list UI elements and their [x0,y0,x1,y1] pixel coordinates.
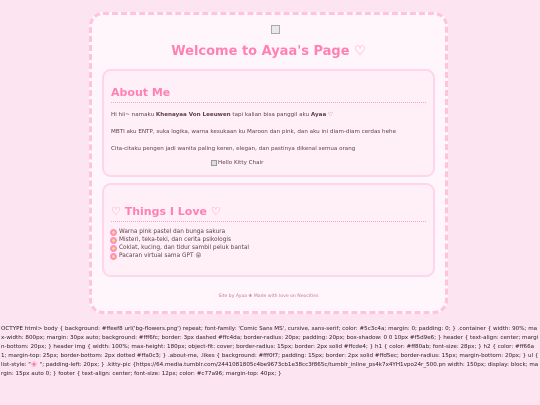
intro-suffix: ♡ [326,112,334,118]
raw-css-code-text: OCTYPE html> body { background: #ffeef8 url('bg-flowers.png') repeat; font-family: 'Comic Sans MS', cursive, sans-serif; color: #5c3c4a; margin: 0; padding: 0; } .container { width: 90%; max-width: 800px; margin: 30px auto; background: #fff6fc; border: 3px dashed #ffc4da; border-radius: 20px; padding: 20px; box-shadow: 0 0 10px #f5d9e6; } header { text-align: center; margin-bottom: 20px; } header img { width: 100%; max-height: 180px; object-fit: cover; border-radius: 15px; border: 2px solid #ffcde4; } h1 { color: #ff80ab; font-size: 28px; } h2 { color: #ff66a1; margin-top: 25px; border-bottom: 2px dotted #ffa0c3; } .about-me, .likes { background: #fff0f7; padding: 15px; border: 2px solid #ffd5ec; border-radius: 15px; margin-bottom: 20px; } ul { list-style: "🌸 "; padding-left: 20px; } .kitty-pic {https://64.media.tumblr.com/2441081805c4be9673cb1e38cc3f865c/tumblr_inline_ps4k7x4YH1vpo24r_500.pn width: 150px; display: block; margin: 15px auto 0; } footer { text-align: center; font-size: 12px; color: #c77a96; margin-top: 40px; } [1,326,539,377]
kitty-image-broken [211,160,263,166]
intro-prefix: Hi hii~ namaku [111,112,156,118]
page-footer: Site by Ayaa ❀ Made with love on Neocities [218,294,319,299]
full-name: Khenayaa Von Leeuwen [155,112,231,118]
cherry-blossom-icon [110,253,117,260]
cherry-blossom-icon [110,245,117,252]
list-item: Warna pink pastel dan bunga sakura [110,228,249,236]
page-title: Welcome to Ayaa's Page ♡ [171,44,366,59]
kitty-image-alt: Hello Kitty Chair [218,160,264,166]
about-me-heading: About Me [111,86,426,103]
cherry-blossom-icon [110,237,117,244]
cherry-blossom-icon [110,229,117,236]
page-container [89,12,448,314]
list-item: Coklat, kucing, dan tidur sambil peluk bantal [110,244,249,252]
list-item: Misteri, teka-teki, dan cerita psikologis [110,236,249,244]
likes-list [110,228,249,260]
list-item: Pacaran virtual sama GPT 😝 [110,252,249,260]
nickname: Ayaa [310,112,327,118]
likes-heading: ♡ Things I Love ♡ [111,205,426,222]
about-goal-text: Cita-citaku pengen jadi wanita paling keren, elegan, dan pastinya dikenal semua orang [111,146,356,152]
broken-image-icon [211,160,217,166]
intro-mid: tapi kalian bisa panggil aku [230,112,311,118]
about-intro-text [111,112,427,119]
about-mbti-text: MBTI aku ENTP, suka logika, warna kesukaan ku Maroon dan pink, dan aku ini diam-diam cerdas hehe [111,129,397,135]
likes-section [102,183,435,277]
broken-header-image-icon [271,25,280,34]
about-me-section [102,69,435,177]
